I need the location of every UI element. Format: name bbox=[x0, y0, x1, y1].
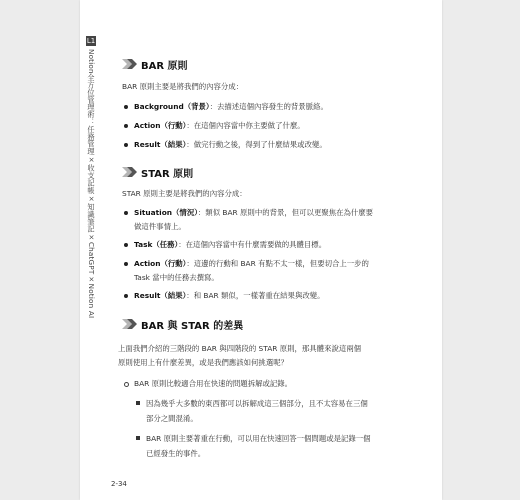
item-text: ：和 BAR 類似，一樣著重在結果與改變。 bbox=[186, 291, 325, 300]
page-number: 2-34 bbox=[111, 480, 127, 488]
item-text: BAR 原則主要著重在行動，可以用在快速回答一個問題或是記錄一個 bbox=[146, 434, 371, 443]
page-content bbox=[118, 56, 432, 461]
item-text: ：去描述這個內容發生的背景脈絡。 bbox=[209, 102, 328, 111]
item-text: ：做完行動之後，得到了什麼結果或改變。 bbox=[186, 140, 327, 149]
chapter-sidebar bbox=[83, 36, 99, 336]
paragraph-line: 原則使用上有什麼差異，或是我們應該如何挑選呢？ bbox=[118, 358, 288, 367]
sub-list-item bbox=[134, 431, 432, 461]
item-term: Background（背景） bbox=[134, 102, 210, 111]
list-item bbox=[122, 100, 432, 114]
list-item bbox=[122, 119, 432, 133]
section-heading-bar bbox=[122, 56, 432, 72]
item-term: Action（行動） bbox=[134, 121, 187, 130]
item-term: Situation（情況） bbox=[134, 208, 198, 217]
list-item bbox=[122, 206, 432, 234]
item-text: ：類似 BAR 原則中的背景，但可以更聚焦在為什麼要 bbox=[197, 208, 374, 217]
list-item bbox=[122, 238, 432, 252]
list-item bbox=[122, 138, 432, 152]
paragraph-line: 上面我們介紹的三階段的 BAR 與四階段的 STAR 原則，那具體來說這兩個 bbox=[118, 344, 362, 353]
item-text-continued: 做這件事情上。 bbox=[134, 222, 186, 231]
sub-list-item bbox=[134, 396, 432, 426]
section-title: BAR 原則 bbox=[141, 60, 188, 72]
item-term: Action（行動） bbox=[134, 259, 187, 268]
section-intro: BAR 原則主要是將我們的內容分成： bbox=[122, 82, 244, 91]
item-text: ：這邊的行動和 BAR 有點不太一樣，但要切合上一步的 bbox=[186, 259, 369, 268]
list-item bbox=[122, 289, 432, 303]
chevron-double-icon bbox=[122, 319, 138, 329]
item-term: Task（任務） bbox=[134, 240, 179, 249]
section-heading-star bbox=[122, 164, 432, 180]
item-text: ：在這個內容當中你主要做了什麼。 bbox=[186, 121, 305, 130]
chevron-double-icon bbox=[122, 59, 138, 69]
chapter-badge: L1 bbox=[86, 37, 96, 45]
chevron-double-icon bbox=[122, 167, 138, 177]
chapter-title-vertical: Notion全方位管理術：任務管理×收支記帳×知識筆記×ChatGPT×Notion AI bbox=[87, 49, 96, 319]
section-title: BAR 與 STAR 的差異 bbox=[141, 320, 244, 332]
item-text: 因為幾乎大多數的東西都可以拆解成這三個部分，且不太容易在三個 bbox=[146, 399, 368, 408]
section-heading-difference bbox=[122, 316, 432, 332]
item-text-continued: 部分之間混淆。 bbox=[146, 414, 198, 423]
item-text-continued: Task 當中的任務去撰寫。 bbox=[134, 273, 219, 282]
section-title: STAR 原則 bbox=[141, 168, 194, 180]
item-text-continued: 已經發生的事件。 bbox=[146, 449, 206, 458]
item-term: Result（結果） bbox=[134, 291, 187, 300]
list-item bbox=[122, 257, 432, 285]
list-item: BAR 原則比較適合用在快速的問題拆解或記錄。 bbox=[122, 377, 432, 391]
item-term: Result（結果） bbox=[134, 140, 187, 149]
section-intro: STAR 原則主要是將我們的內容分成： bbox=[122, 189, 247, 198]
item-text: ：在這個內容當中有什麼需要做的具體目標。 bbox=[178, 240, 327, 249]
